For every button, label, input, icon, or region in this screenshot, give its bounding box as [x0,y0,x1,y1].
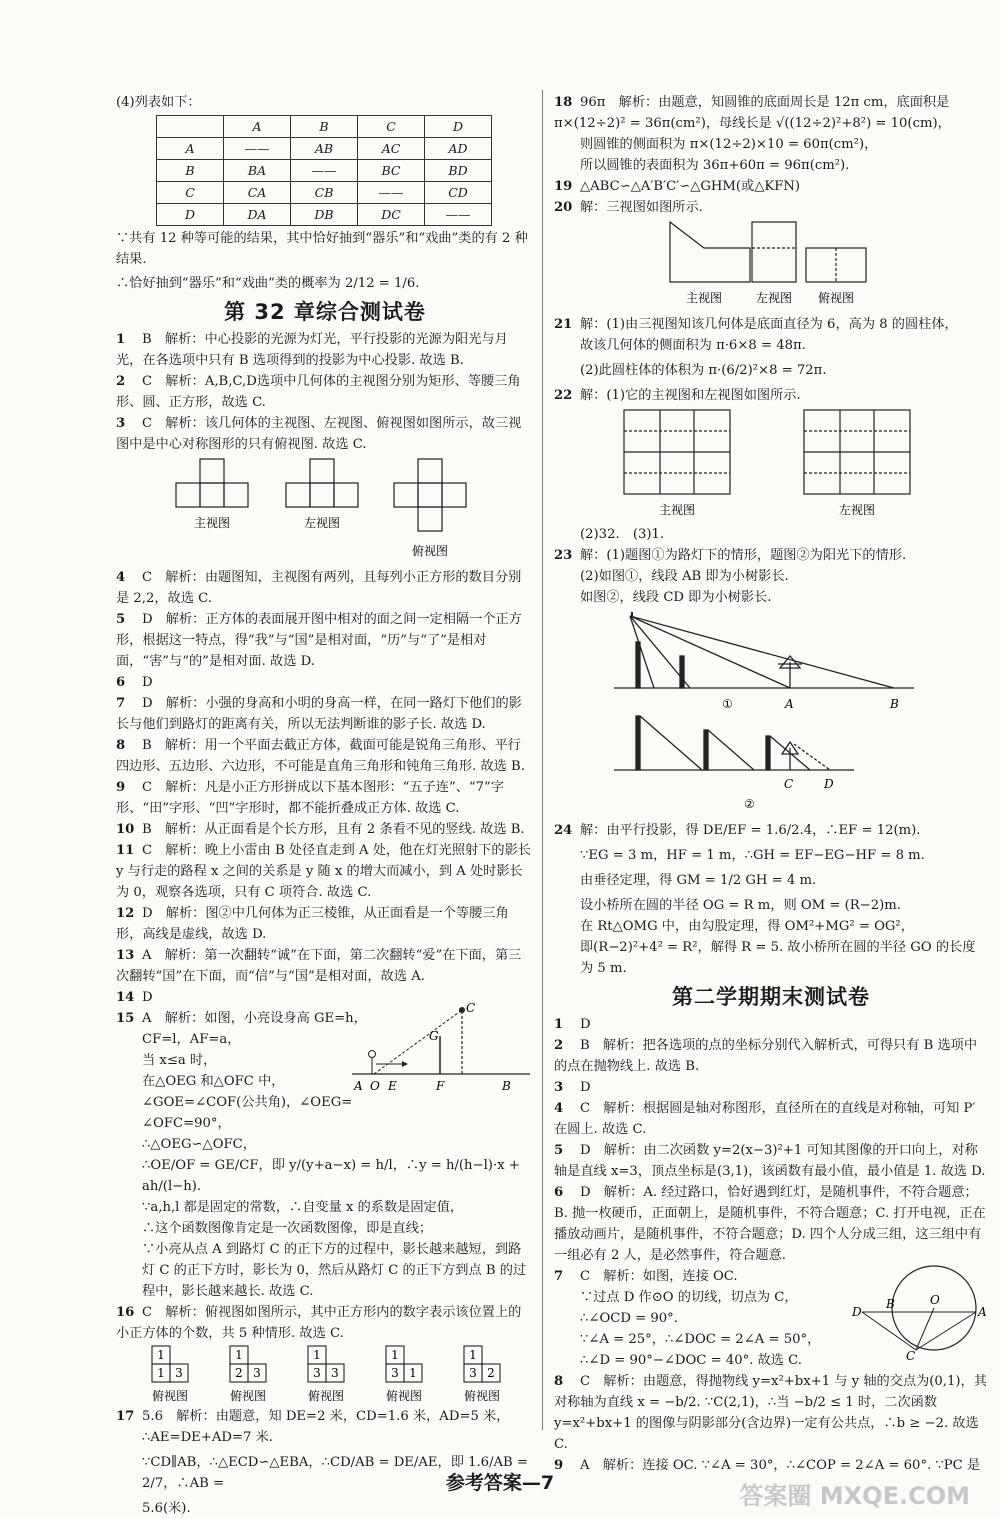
view-square [418,459,442,483]
table-header-row [157,116,492,138]
answer-item-17 [116,1406,534,1427]
item-text: C 解析：根据圆是轴对称图形，直径所在的直线是对称轴，可知 P′ 在圆上. 故选 C. [554,1101,976,1137]
column-divider [542,90,543,1430]
item-number: 8 [116,738,126,753]
fig7-label-c: C [906,1349,916,1362]
item-number: 9 [116,780,126,795]
item-number: 1 [116,332,126,347]
fig23-label-2: ② [744,797,755,811]
table-conclusion: ∴恰好抽到“器乐”和“戏曲”类的概率为 2/12 = 1/6. [116,276,420,291]
fig16-label: 俯视图 [307,1389,345,1403]
pole [766,736,770,770]
item-number: 5 [554,1143,564,1158]
item-line: 5.6(米). [142,1501,191,1516]
item-line: ∵∠A = 25°，∴∠DOC = 2∠A = 50°， [580,1332,821,1347]
table-cell: —— [291,160,358,182]
table-cell: B [157,160,224,182]
fig16-label: 俯视图 [463,1389,501,1403]
cell-count: 1 [469,1348,477,1362]
cell-count: 2 [235,1366,243,1380]
main-view-shape [670,222,750,282]
item-number: 14 [116,990,135,1005]
table-cell: BA [224,160,291,182]
item-line: 即(R−2)²+4² = R²，解得 R = 5. 故小桥所在圆的半径 GO 的长度为 5 m. [580,940,976,976]
item-text: 5.6 解析：由题意，知 DE=2 米，CD=1.6 米，AD=5 米， [142,1409,510,1424]
answer-item [116,371,534,413]
circle-tangent-figure [850,1262,990,1362]
item-text: 解：(1)它的主视图和左视图如图所示. [580,388,801,403]
item-number: 12 [116,906,135,921]
view-square [310,483,334,507]
answer-item [116,693,534,735]
fig7-label-a: A [978,1305,987,1319]
item-text: A 解析：连接 OC. ∵∠A = 30°，∴∠COP = 2∠A = 60°. ∵PC 是 [580,1458,981,1473]
table-cell: —— [425,204,492,226]
answer-item [554,1077,988,1098]
item-text: 解：(1)题图①为路灯下的情形，题图②为阳光下的情形. [580,548,907,563]
item-text: C 解析：凡是小正方形拼成以下基本图形：“五子连”、“7”字形、“田”字形、“凹”字形时，都不能折叠成正方体. 故选 C. [116,780,504,816]
item-text: D [580,1017,591,1032]
item-line: ∴∠OCD = 90°. [580,1311,678,1326]
top-views-figure [116,1344,534,1406]
item-line: ∠OFC=90°， [142,1116,231,1131]
item-line: 则圆锥的侧面积为 π×(12÷2)×10 = 60π(cm²)， [580,137,878,152]
item-number: 19 [554,179,573,194]
section-title: 第 32 章综合测试卷 [224,300,426,324]
table-header-cell: D [425,116,492,138]
item-number: 3 [554,1080,564,1095]
cell-count: 3 [175,1366,183,1380]
item-line: 设小桥所在圆的半径 OG = R m，则 OM = (R−2)m. [580,898,901,913]
cell-count: 3 [313,1366,321,1380]
left-view-shape [752,222,796,282]
fig15-label-g: G [429,1029,439,1043]
table-intro: (4)列表如下： [116,95,201,110]
table-row [157,204,492,226]
item-number: 3 [116,416,126,431]
item-number: 13 [116,948,135,963]
view-square [176,483,200,507]
view-square [200,459,224,483]
item-text: 解：由平行投影，得 DE/EF = 1.6/2.4，∴EF = 12(m). [580,823,921,838]
item-line: ∵过点 D 作⊙O 的切线，切点为 C， [580,1290,798,1305]
item-text: D [142,990,153,1005]
item-line: ∴∠D = 90°−∠DOC = 40°. 故选 C. [580,1353,802,1368]
fig22-label-left: 左视图 [838,503,876,517]
outcome-table [156,115,492,226]
item-text: C 解析：如图，连接 OC. [580,1269,738,1284]
item-text: D 解析：由二次函数 y=2(x−3)²+1 可知其图像的开口向上，对称轴是直线 x=3，顶点坐标是(3,1)，该函数有最小值，最小值是 1. 故选 D. [554,1143,986,1179]
answer-item-23 [554,545,988,566]
view-square [286,483,310,507]
lamp-shadow-figure [352,1002,532,1098]
item-text: D [580,1080,591,1095]
item-text: 解：(1)由三视图知该几何体是底面直径为 6，高为 8 的圆柱体， [580,317,958,332]
pole [704,730,708,770]
item-line: 故该几何体的侧面积为 π·6×8 = 48π. [580,338,806,353]
fig7-label-b: B [886,1297,895,1311]
fig20-label-main: 主视图 [685,291,723,305]
item-line: ∵EG = 3 m，HF = 1 m，∴GH = EF−EG−HF = 8 m. [580,848,925,863]
table-cell: AB [291,138,358,160]
table-cell: C [157,182,224,204]
fig15-label-a: A [354,1079,363,1093]
answer-item [554,1371,988,1455]
item-number: 15 [116,1011,135,1026]
item-line: 如图②，线段 CD 即为小树影长. [580,590,772,605]
item-number: 4 [554,1101,564,1116]
item-number: 11 [116,843,135,858]
cell-count: 1 [157,1348,165,1362]
item-text: A 解析：第一次翻转“诚”在下面，第二次翻转“爱”在下面，第三次翻转“国”在下面，而“信”与“国”是相对面，故选 A. [116,948,522,984]
watermark: 答案圈 MXQE.COM [739,1482,970,1510]
cell-count: 1 [313,1348,321,1362]
item-number: 10 [116,822,135,837]
answer-item-24 [554,820,988,841]
answer-item-21 [554,314,988,335]
answer-item [116,609,534,672]
pole [680,656,684,688]
table-row [157,182,492,204]
item-line: (2)此圆柱体的体积为 π·(6/2)²×8 = 72π. [580,363,827,378]
view-square [418,507,442,531]
item-line: ∴AE=DE+AD=7 米. [142,1430,273,1445]
fig23-label-c: C [784,777,794,791]
item-number: 9 [554,1458,564,1473]
table-cell: AD [425,138,492,160]
item-text: 解：三视图如图所示. [580,200,703,215]
fig23-label-a: A [785,697,794,711]
item-line: ∴△OEG∽△OFC， [142,1137,256,1152]
fig23-label-1: ① [722,697,733,711]
table-note: ∵共有 12 种等可能的结果，其中恰好抽到“器乐”和“戏曲”类的有 2 种结果. [116,231,528,267]
answer-item [116,903,534,945]
item-text: C 解析：该几何体的主视图、左视图、俯视图如图所示，故三视图中是中心对称图形的只有俯视图. 故选 C. [116,416,522,452]
view-square [442,483,466,507]
view-square [310,459,334,483]
cell-count: 2 [487,1366,495,1380]
table-cell: D [157,204,224,226]
cell-count: 1 [391,1348,399,1362]
item-text: △ABC∽△A′B′C′∽△GHM(或△KFN) [580,179,801,194]
pole [636,716,640,770]
cell-count: 3 [331,1366,339,1380]
item-line: 当 x≤a 时， [142,1053,217,1068]
fig22-label-main: 主视图 [658,503,696,517]
item-line: 所以圆锥的表面积为 36π+60π = 96π(cm²). [580,158,850,173]
item-text: C 解析：晚上小雷由 B 处径直走到 A 处，他在灯光照射下的影长 y 与行走的路程 x 之间的关系是 y 随 x 的增大而减小，到 A 处时影长为 0，观察各选项，只有 C 项符合. 故选 C. [116,843,531,900]
table-header-cell: B [291,116,358,138]
item-number: 17 [116,1409,135,1424]
fig7-label-o: O [930,1293,940,1307]
fig16-label: 俯视图 [385,1389,423,1403]
item-number: 23 [554,548,573,563]
fig20-label-left: 左视图 [755,291,793,305]
cell-count: 3 [469,1366,477,1380]
cell-count: 3 [391,1366,399,1380]
fig15-label-e: E [388,1079,397,1093]
table-cell: A [157,138,224,160]
table-header-cell [157,116,224,138]
fig15-label-o: O [370,1079,380,1093]
table-cell: —— [358,182,425,204]
table-cell: CA [224,182,291,204]
item-number: 2 [554,1038,564,1053]
item-line: ∵小亮从点 A 到路灯 C 的正下方的过程中，影长越来越短，到路灯 C 的正下方时，影长为 0，然后从路灯 C 的正下方到点 B 的过程中，影长越来越长. 故选 C. [142,1242,527,1299]
answer-item-15 [116,1002,534,1302]
item-number: 20 [554,200,573,215]
table-cell: BD [425,160,492,182]
item-number: 16 [116,1305,135,1320]
fig15-label-c: C [466,1002,476,1015]
left-column [116,92,534,1519]
table-cell: CD [425,182,492,204]
item-line: ∵a,h,l 都是固定的常数，∴自变量 x 的系数是固定值， [142,1200,464,1215]
view-square [200,483,224,507]
answer-item [116,413,534,455]
view-square [394,483,418,507]
fig23-label-d: D [824,777,834,791]
answer-item [554,1014,988,1035]
item-text: D [142,675,153,690]
item-number: 6 [116,675,126,690]
answer-item [554,1182,988,1266]
item-text: C 解析：由题图知，主视图有两列，且每列小正方形的数目分别是 2,2，故选 C. [116,570,522,606]
item-number: 8 [554,1374,564,1389]
answer-item [116,840,534,903]
answer-item [116,672,534,693]
three-views-figure [116,455,534,567]
answer-item [554,1098,988,1140]
table-cell: BC [358,160,425,182]
pole [636,642,640,688]
fig3-label-left: 左视图 [303,516,341,530]
answer-item [116,819,534,840]
cell-count: 3 [253,1366,261,1380]
item-line: 在 Rt△OMG 中，由勾股定理，得 OM²+MG² = OG²， [580,919,914,934]
answer-item [554,1140,988,1182]
shadow-figure-23 [554,608,988,820]
item-number: 6 [554,1185,564,1200]
item-number: 1 [554,1017,564,1032]
page-footer: 参考答案—7 [445,1472,555,1494]
view-square [418,483,442,507]
item-line: CF=l，AF=a， [142,1032,241,1047]
table-row [157,160,492,182]
fig15-label-b: B [502,1079,511,1093]
item-text: B 解析：从正面看是个长方形，且有 2 条看不见的竖线. 故选 B. [142,822,525,837]
answer-item [554,1035,988,1077]
table-cell: DA [224,204,291,226]
cell-count: 1 [235,1348,243,1362]
item-number: 22 [554,388,573,403]
table-cell: —— [224,138,291,160]
three-views-figure-20 [554,218,988,314]
item-line: ∠GOE=∠COF(公共角)，∠OEG= [142,1095,353,1110]
item-text: C 解析：由题意，得抛物线 y=x²+bx+1 与 y 轴的交点为(0,1)，其对称轴为直线 x = −b/2. ∵C(2,1)，∴当 −b/2 ≤ 1 时，二次函数 y=x²+bx+1 的图像与阴影部分(含边界)一定有公共点，∴b ≥ −2. 故选 C. [554,1374,987,1452]
item-number: 7 [554,1269,564,1284]
view-square [224,483,248,507]
fig16-label: 俯视图 [229,1389,267,1403]
fig20-label-top: 俯视图 [817,291,855,305]
table-header-cell: A [224,116,291,138]
item-line: (2)如图①，线段 AB 即为小树影长. [580,569,789,584]
cell-count: 1 [409,1366,417,1380]
right-column [554,92,988,1476]
item-text: B 解析：用一个平面去截正方体，截面可能是锐角三角形、平行四边形、五边形、六边形，不可能是直角三角形和钝角三角形. 故选 B. [116,738,525,774]
answer-item-19 [554,176,988,197]
item-number: 21 [554,317,573,332]
item-text: 96π 解析：由题意，知圆锥的底面周长是 12π cm，底面积是 π×(12÷2)² = 36π(cm²)，母线长是 √((12÷2)²+8²) = 10(cm)， [554,95,951,131]
item-text: B 解析：中心投影的光源为灯光，平行投影的光源为阳光与月光，在各选项中只有 B 选项得到的投影为中心投影. 故选 B. [116,332,508,368]
item-text: A 解析：如图，小亮设身高 GE=h， [142,1011,367,1026]
item-text: C 解析：A,B,C,D选项中几何体的主视图分别为矩形、等腰三角形、圆、正方形，故选 C. [116,374,521,410]
item-text: B 解析：把各选项的点的坐标分别代入解析式，可得只有 B 选项中的点在抛物线上. 故选 B. [554,1038,978,1074]
item-number: 18 [554,95,573,110]
fig15-label-f: F [436,1079,445,1093]
answer-item [116,945,534,987]
fig16-label: 俯视图 [151,1389,189,1403]
item-number: 7 [116,696,126,711]
fig3-label-main: 主视图 [193,516,231,530]
cell-count: 1 [157,1366,165,1380]
item-line: ∴OE/OF = GE/CF，即 y/(y+a−x) = h/l，∴y = h/(h−l)·x + ah/(l−h). [142,1158,520,1194]
fig3-label-top: 俯视图 [411,544,449,558]
view-square [334,483,358,507]
answer-item [116,329,534,371]
table-cell: DB [291,204,358,226]
item-line: ∵CD∥AB，∴△ECD∽△EBA，∴CD/AB = DE/AE，即 1.6/AB = 2/7，∴AB = [142,1455,528,1491]
item-line: 由垂径定理，得 GM = 1/2 GH = 4 m. [580,873,817,888]
table-row [157,138,492,160]
item-line: ∴这个函数图像肯定是一次函数图像，即是直线； [142,1221,433,1236]
answer-item-7 [554,1266,988,1371]
item-number: 2 [116,374,126,389]
fig23-label-b: B [890,697,899,711]
fig7-label-d: D [852,1305,862,1319]
item-text: D 解析：正方体的表面展开图中相对的面之间一定相隔一个正方形，根据这一特点，得“我”与“国”是相对面，“历”与“了”是相对面，“害”与“的”是相对面. 故选 D. [116,612,522,669]
table-header-cell: C [358,116,425,138]
answer-item [116,777,534,819]
answer-item-22 [554,385,988,406]
answer-item [116,735,534,777]
item-text: D 解析：小强的身高和小明的身高一样，在同一路灯下他们的影长与他们到路灯的距离有关，所以无法判断谁的影子长. 故选 D. [116,696,522,732]
answer-item-20 [554,197,988,218]
answer-item [116,1302,534,1344]
item-text: D 解析：图②中几何体为正三棱锥，从正面看是一个等腰三角形，高线是虚线，故选 D. [116,906,509,942]
table-cell: CB [291,182,358,204]
item-text: D 解析：A. 经过路口，恰好遇到红灯，是随机事件，不符合题意；B. 抛一枚硬币，正面朝上，是随机事件，不符合题意；C. 打开电视，正在播放动画片，是随机事件，不符合题意；D. 四个人分成三组，这三组中有一组必有 2 人，是必然事件，符合题意. [554,1185,986,1263]
item-number: 24 [554,823,573,838]
answer-item [116,567,534,609]
item-line: 在△OEG 和△OFC 中， [142,1074,285,1089]
answer-item-18 [554,92,988,134]
item-line: (2)32. (3)1. [580,527,665,542]
item-number: 5 [116,612,126,627]
table-cell: DC [358,204,425,226]
views-figure-22 [554,406,988,524]
item-number: 4 [116,570,126,585]
item-text: C 解析：俯视图如图所示，其中正方形内的数字表示该位置上的小正方体的个数，共 5 种情形. 故选 C. [116,1305,522,1341]
section-title: 第二学期期末测试卷 [672,985,870,1009]
table-cell: AC [358,138,425,160]
